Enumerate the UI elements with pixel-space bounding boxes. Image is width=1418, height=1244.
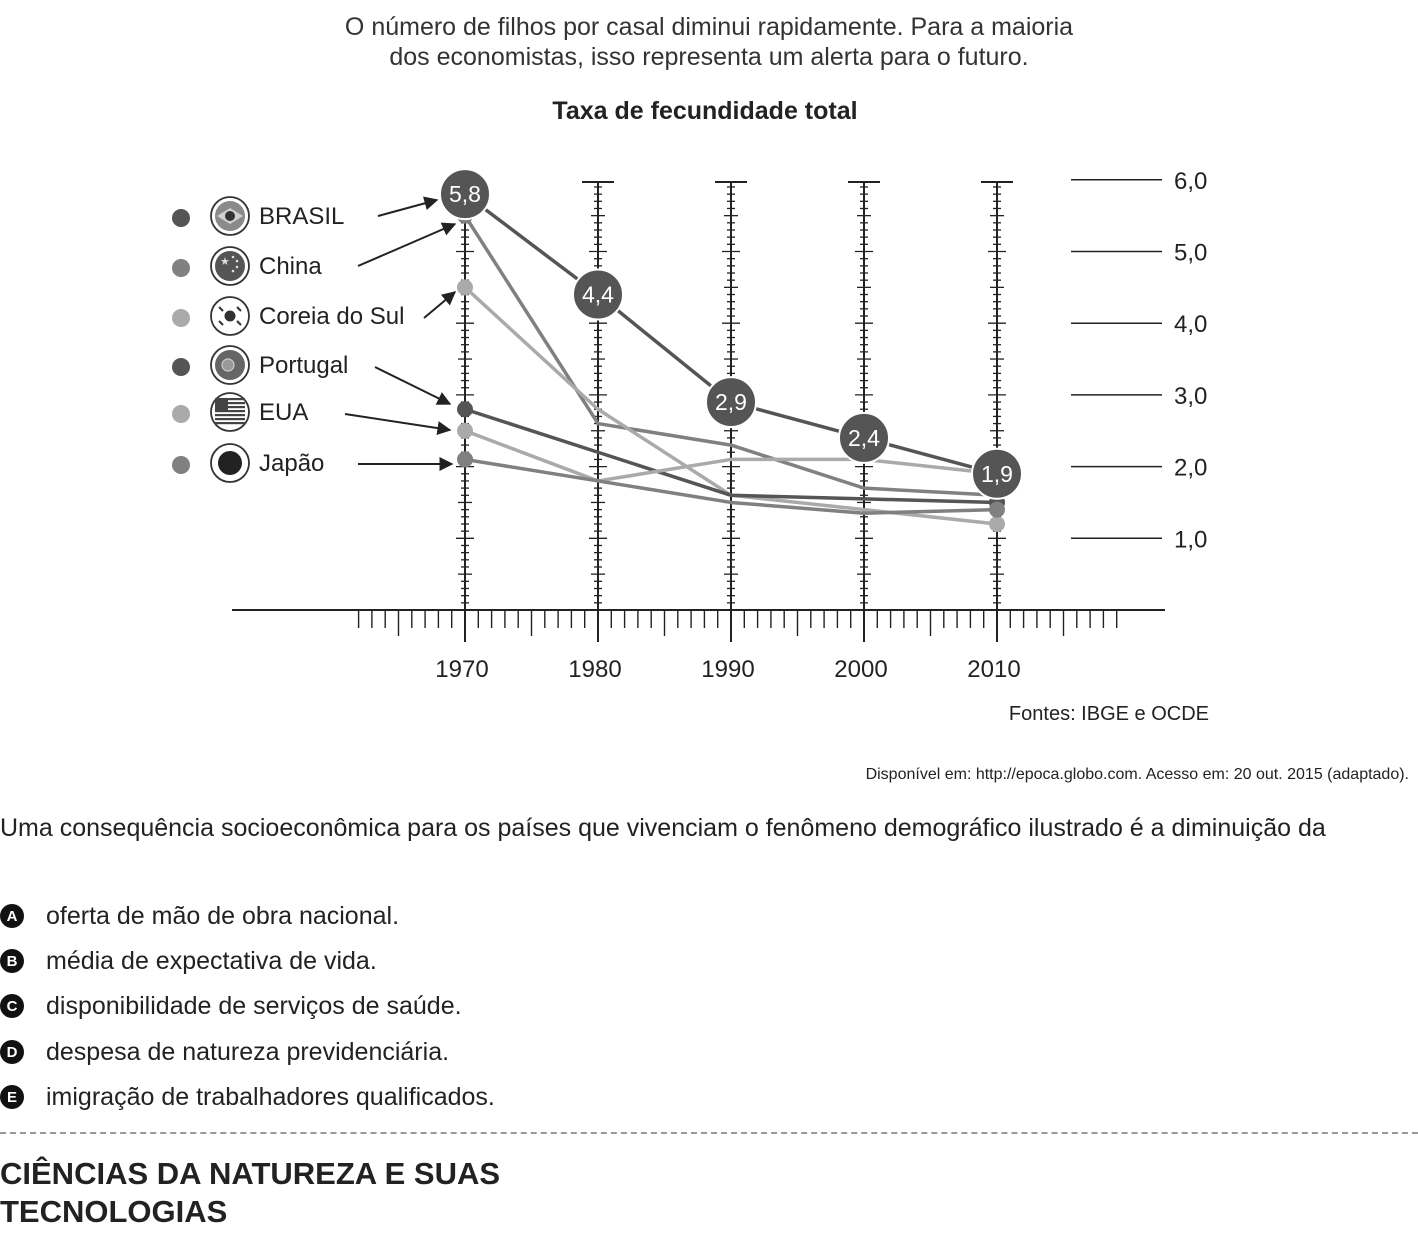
option-b-letter: B [0, 949, 24, 973]
option-d[interactable] [0, 1036, 449, 1068]
data-label: 5,8 [449, 181, 481, 208]
option-c-text: disponibilidade de serviços de saúde. [46, 991, 462, 1020]
flag-stripe [215, 418, 245, 420]
south-korea-flag-icon [211, 297, 249, 335]
data-label: 4,4 [582, 281, 614, 308]
option-a-letter: A [0, 904, 24, 928]
legend-arrow [375, 367, 450, 404]
option-c-letter: C [0, 994, 24, 1018]
legend-label: Portugal [259, 352, 349, 379]
legend-item-4 [172, 346, 450, 404]
flag-globe [225, 211, 235, 221]
legend-marker [172, 309, 190, 327]
x-tick-label: 1970 [435, 656, 489, 683]
legend-item-5 [172, 393, 450, 431]
flag-small-star [232, 256, 235, 259]
legend-label: Japão [259, 450, 325, 477]
legend-arrow [358, 224, 455, 266]
section-title [0, 1155, 500, 1231]
legend-marker [172, 405, 190, 423]
legend-arrow [424, 292, 455, 318]
legend-label: BRASIL [259, 203, 345, 230]
x-tick-label: 2010 [967, 656, 1021, 683]
legend-item-3 [172, 292, 455, 335]
chart-title: Taxa de fecundidade total [552, 97, 858, 125]
data-point [457, 451, 473, 467]
source-note: Disponível em: http://epoca.globo.com. Acesso em: 20 out. 2015 (adaptado). [865, 766, 1409, 783]
flag-shield [222, 359, 234, 371]
y-tick-label: 6,0 [1174, 167, 1208, 195]
flag-stripe [215, 422, 245, 424]
flag-small-star [236, 266, 239, 269]
option-a-text: oferta de mão de obra nacional. [46, 901, 400, 930]
data-label: 2,4 [848, 424, 880, 451]
intro-line-1: O número de filhos por casal diminui rapidamente. Para a maioria [344, 13, 1074, 41]
section-divider [0, 1132, 1418, 1134]
portugal-flag-icon [211, 346, 249, 384]
section-title-line-1: CIÊNCIAS DA NATUREZA E SUAS [0, 1156, 501, 1191]
legend-item-2 [172, 224, 455, 285]
question-text: Uma consequência socioeconômica para os países que vivenciam o fenômeno demográfico ilustrado é a diminuição da [0, 814, 1326, 842]
data-point [989, 502, 1005, 518]
data-point [457, 423, 473, 439]
y-tick-label: 1,0 [1174, 526, 1208, 554]
data-label: 1,9 [981, 460, 1013, 487]
legend-label: China [259, 253, 322, 280]
intro-line-2: dos economistas, isso representa um alerta para o futuro. [389, 43, 1029, 71]
legend-marker [172, 209, 190, 227]
legend-label: Coreia do Sul [259, 303, 405, 330]
option-b-text: média de expectativa de vida. [46, 946, 377, 975]
y-tick-label: 4,0 [1174, 311, 1208, 339]
section-title-line-2: TECNOLOGIAS [0, 1194, 228, 1229]
japan-flag-icon [211, 444, 249, 482]
x-tick-label: 2000 [834, 656, 888, 683]
option-d-text: despesa de natureza previdenciária. [46, 1037, 450, 1066]
option-e-text: imigração de trabalhadores qualificados. [46, 1082, 495, 1111]
flag-sun [218, 451, 242, 475]
legend-item-6 [172, 444, 452, 482]
y-tick-label: 5,0 [1174, 239, 1208, 267]
legend-marker [172, 358, 190, 376]
y-tick-label: 2,0 [1174, 454, 1208, 482]
data-point [457, 401, 473, 417]
data-label: 2,9 [715, 389, 747, 416]
flag-canton [215, 398, 228, 411]
legend-marker [172, 259, 190, 277]
flag-star: ★ [220, 256, 230, 268]
y-tick-label: 3,0 [1174, 382, 1208, 410]
flag-small-star [232, 270, 235, 273]
x-tick-label: 1980 [568, 656, 622, 683]
option-d-letter: D [0, 1040, 24, 1064]
chart-sources: Fontes: IBGE e OCDE [1008, 703, 1209, 725]
option-e[interactable] [0, 1081, 495, 1113]
flag-small-star [236, 260, 239, 263]
option-e-letter: E [0, 1085, 24, 1109]
x-tick-label: 1990 [701, 656, 755, 683]
legend-label: EUA [259, 399, 309, 426]
data-point [989, 516, 1005, 532]
legend-marker [172, 456, 190, 474]
legend-arrow [378, 200, 437, 216]
option-c[interactable] [0, 990, 462, 1022]
china-flag-icon [211, 247, 249, 285]
usa-flag-icon [211, 393, 249, 431]
data-point [457, 279, 473, 295]
flag-stripe [215, 414, 245, 416]
flag-taeguk [225, 311, 236, 322]
option-a[interactable] [0, 900, 399, 932]
legend-item-1 [172, 197, 437, 235]
legend-arrow [345, 414, 450, 430]
brazil-flag-icon [211, 197, 249, 235]
option-b[interactable] [0, 945, 377, 977]
